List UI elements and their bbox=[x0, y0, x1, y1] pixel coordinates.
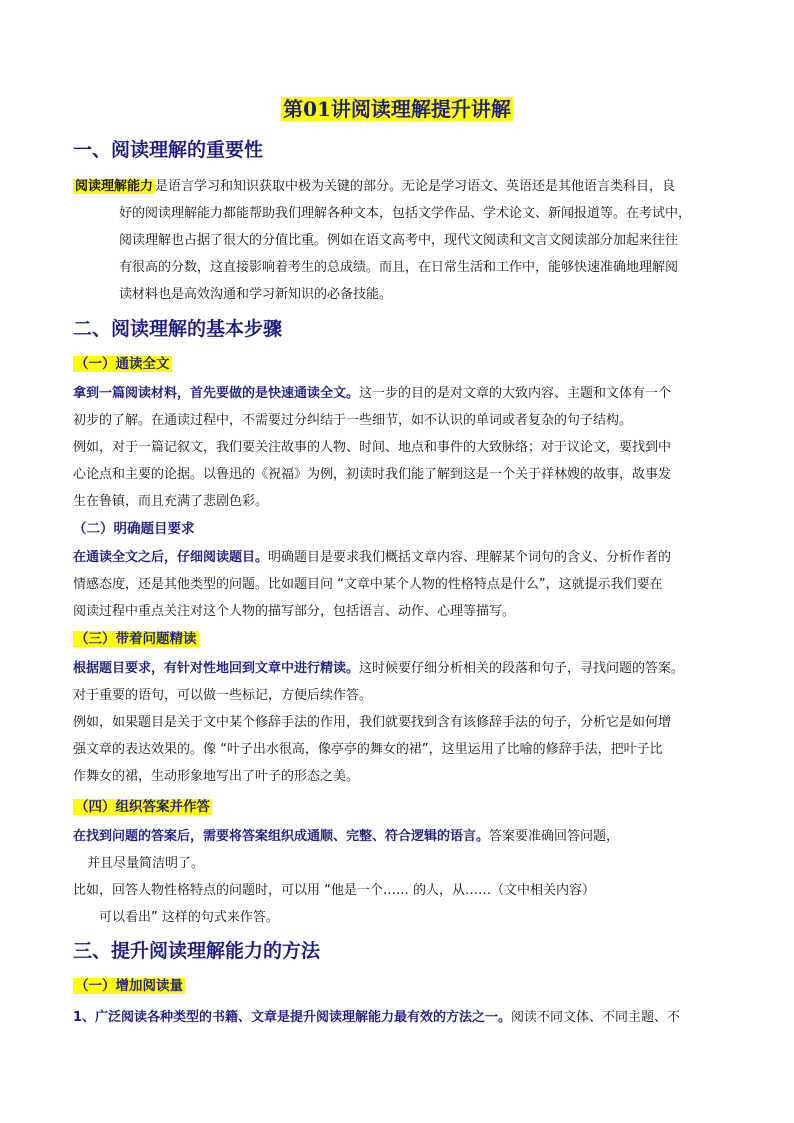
subheading-increase-reading: （一）增加阅读量 bbox=[75, 978, 183, 994]
subheading-clarify-question: （二）明确题目要求 bbox=[73, 521, 195, 537]
subheading-close-reading: （三）带着问题精读 bbox=[75, 631, 197, 647]
section-importance-body: 阅读理解能力 是语言学习和知识获取中极为关键的部分。无论是学习语文、英语还是其他语言类科目，良 好的阅读理解能力都能帮助我们理解各种文本，包括文学作品、学术论文、新闻报道等。在考试中， 阅读理解也占据了很大的分值比重。例如在语文高考中，现代文阅读和文言文阅读部分加起来往往 有很高的分数，这直接影响着考生的总成绩。而且，在日常生活和工作中，能够快速准确地理解阅 读材料也是高效沟通和学习新知识的必备技能。 bbox=[75, 179, 692, 302]
paragraph-close-reading: 根据题目要求，有针对性地回到文章中进行精读。这时候要仔细分析相关的段落和句子，寻找问题的答案。 对于重要的语句，可以做一些标记，方便后续作答。 例如，如果题目是关于文中某个修辞手法的作用，我们就要找到含有该修辞手法的句子，分析它是如何增 强文章的表达效果的。像 “叶子出水很高，像亭亭的舞女的裙”，这里运用了比喻的修辞手法，把叶子比 作舞女的裙，生动形象地写出了叶子的形态之美。 bbox=[73, 661, 685, 784]
section-heading-steps: 二、阅读理解的基本步骤 bbox=[73, 318, 283, 340]
section-heading-importance: 一、阅读理解的重要性 bbox=[73, 139, 264, 161]
paragraph-increase-reading: 1、广泛阅读各种类型的书籍、文章是提升阅读理解能力最有效的方法之一。阅读不同文体、不同主题、不 bbox=[73, 1010, 681, 1025]
section-heading-methods: 三、提升阅读理解能力的方法 bbox=[73, 940, 321, 962]
highlighted-term: 阅读理解能力 bbox=[75, 179, 154, 194]
paragraph-clarify-question: 在通读全文之后，仔细阅读题目。明确题目是要求我们概括文章内容、理解某个词句的含义、分析作者的 情感态度，还是其他类型的问题。比如题目问 “文章中某个人物的性格特点是什么”，这就提示我们要在 阅读过程中重点关注对这个人物的描写部分，包括语言、动作、心理等描写。 bbox=[73, 550, 672, 619]
subheading-organize-answer: （四）组织答案并作答 bbox=[75, 799, 210, 815]
paragraph-read-through: 拿到一篇阅读材料，首先要做的是快速通读全文。这一步的目的是对文章的大致内容、主题和文体有一个 初步的了解。在通读过程中，不需要过分纠结于一些细节，如不认识的单词或者复杂的句子结构。 例如，对于一篇记叙文，我们要关注故事的人物、时间、地点和事件的大致脉络；对于议论文，要找到中 心论点和主要的论据。以鲁迅的《祝福》为例，初读时我们能了解到这是一个关于祥林嫂的故事，故事发 生在鲁镇，而且充满了悲剧色彩。 bbox=[73, 386, 672, 509]
subheading-read-through: （一）通读全文 bbox=[75, 356, 170, 372]
paragraph-organize-answer: 在找到问题的答案后，需要将答案组织成通顺、完整、符合逻辑的语言。答案要准确回答问题， 并且尽量简洁明了。 比如，回答人物性格特点的问题时，可以用 “他是一个…… 的人，从……（文中相关内容） 可以看出” 这样的句式来作答。 bbox=[73, 829, 620, 925]
page-title: 第01讲阅读理解提升讲解 bbox=[283, 97, 511, 121]
